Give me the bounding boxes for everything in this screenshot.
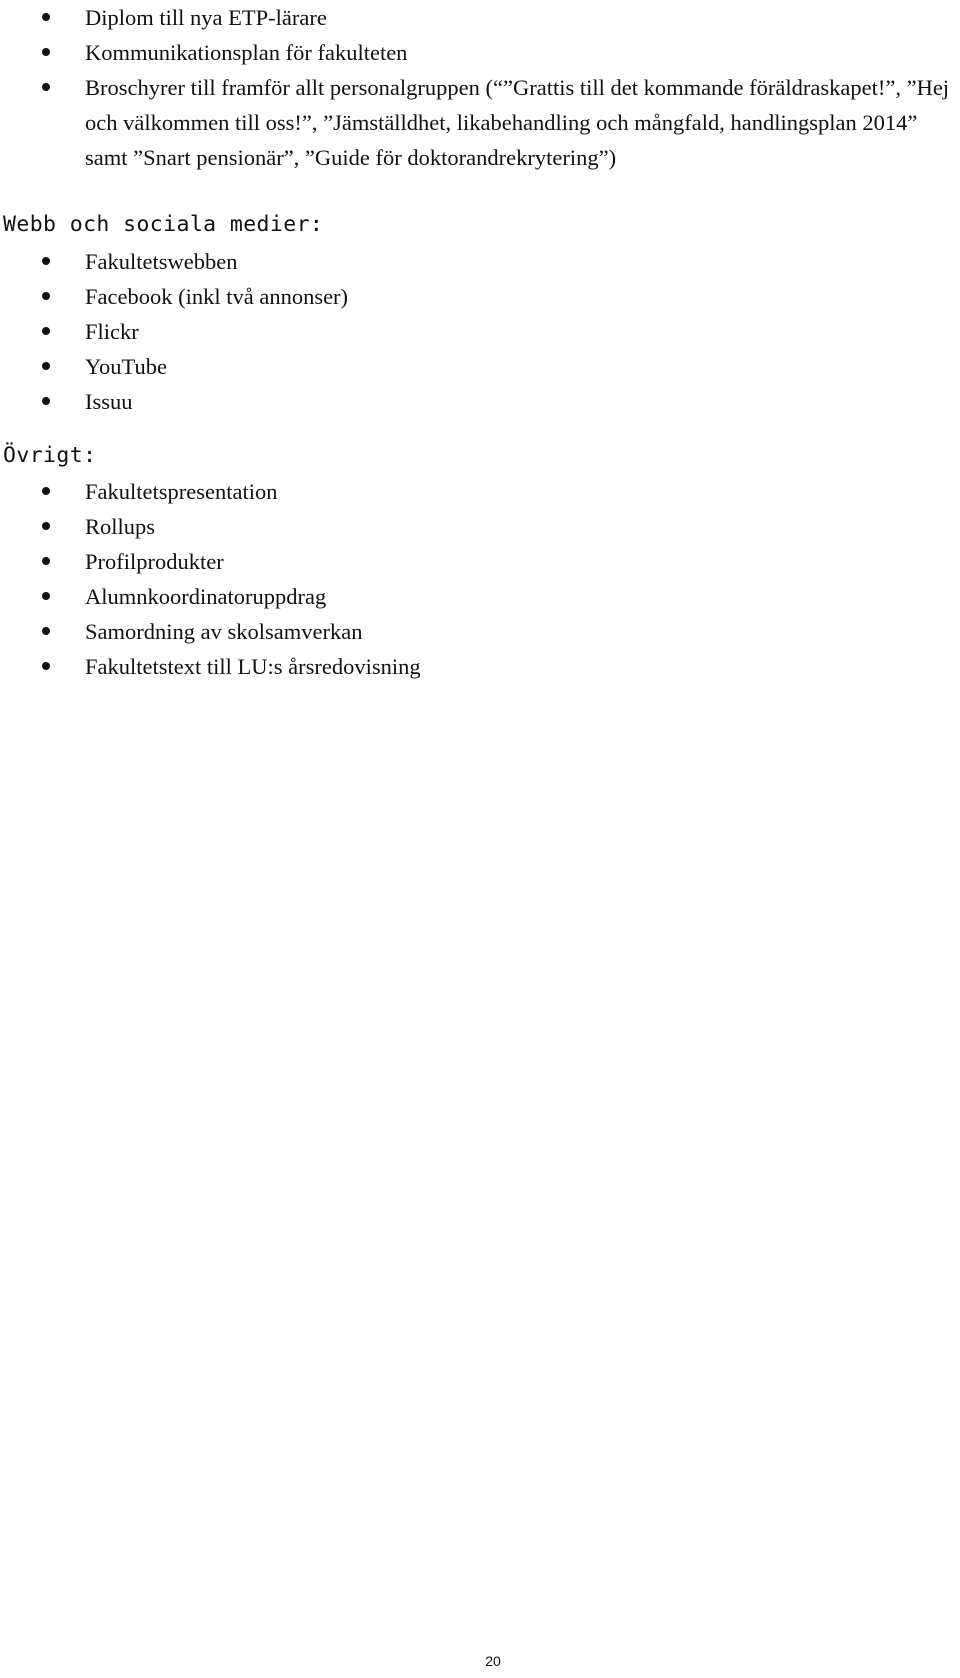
section-heading-webb: Webb och sociala medier:	[3, 212, 324, 237]
webb-social-media-list	[0, 244, 955, 419]
list-item	[0, 35, 955, 70]
list-item-text: YouTube	[85, 354, 167, 379]
communication-materials-list	[0, 0, 955, 175]
list-item-text: Flickr	[85, 319, 139, 344]
bullet-icon	[42, 592, 50, 600]
list-item-text: Diplom till nya ETP-lärare	[85, 5, 327, 30]
list-item-text: Fakultetswebben	[85, 249, 238, 274]
list-item	[0, 614, 955, 649]
list-item	[0, 474, 955, 509]
list-item	[0, 349, 955, 384]
list-item-text: Kommunikationsplan för fakulteten	[85, 40, 408, 65]
ovrigt-list	[0, 474, 955, 684]
list-item	[0, 384, 955, 419]
list-item-text: Fakultetspresentation	[85, 479, 278, 504]
list-item-text: Facebook (inkl två annonser)	[85, 284, 349, 309]
section-heading-ovrigt: Övrigt:	[3, 443, 97, 468]
list-item	[0, 579, 955, 614]
list-item	[0, 544, 955, 579]
bullet-icon	[42, 557, 50, 565]
list-item-text: Fakultetstext till LU:s årsredovisning	[85, 654, 421, 679]
bullet-icon	[42, 397, 50, 405]
bullet-icon	[42, 13, 50, 21]
list-item	[0, 279, 955, 314]
page-number: 20	[485, 1653, 501, 1669]
list-item-text: Alumnkoordinatoruppdrag	[85, 584, 327, 609]
list-item-text: Issuu	[85, 389, 133, 414]
bullet-icon	[42, 327, 50, 335]
bullet-icon	[42, 257, 50, 265]
list-item	[0, 509, 955, 544]
bullet-icon	[42, 662, 50, 670]
bullet-icon	[42, 627, 50, 635]
list-item	[0, 649, 955, 684]
bullet-icon	[42, 487, 50, 495]
list-item-text: Rollups	[85, 514, 156, 539]
bullet-icon	[42, 48, 50, 56]
list-item-text: Samordning av skolsamverkan	[85, 619, 363, 644]
bullet-icon	[42, 83, 50, 91]
list-item-text: Broschyrer till framför allt personalgruppen (“”Grattis till det kommande föräldraskapet!”, ”Hej och välkommen till oss!”, ”Jämställdhet, likabehandling och mångfald, handlingsplan 2014” samt ”Snart pensionär”, ”Guide för doktorandrekrytering”)	[85, 75, 950, 170]
list-item-text: Profilprodukter	[85, 549, 224, 574]
list-item	[0, 0, 955, 35]
bullet-icon	[42, 522, 50, 530]
list-item	[0, 70, 955, 175]
bullet-icon	[42, 362, 50, 370]
list-item	[0, 244, 955, 279]
list-item	[0, 314, 955, 349]
bullet-icon	[42, 292, 50, 300]
